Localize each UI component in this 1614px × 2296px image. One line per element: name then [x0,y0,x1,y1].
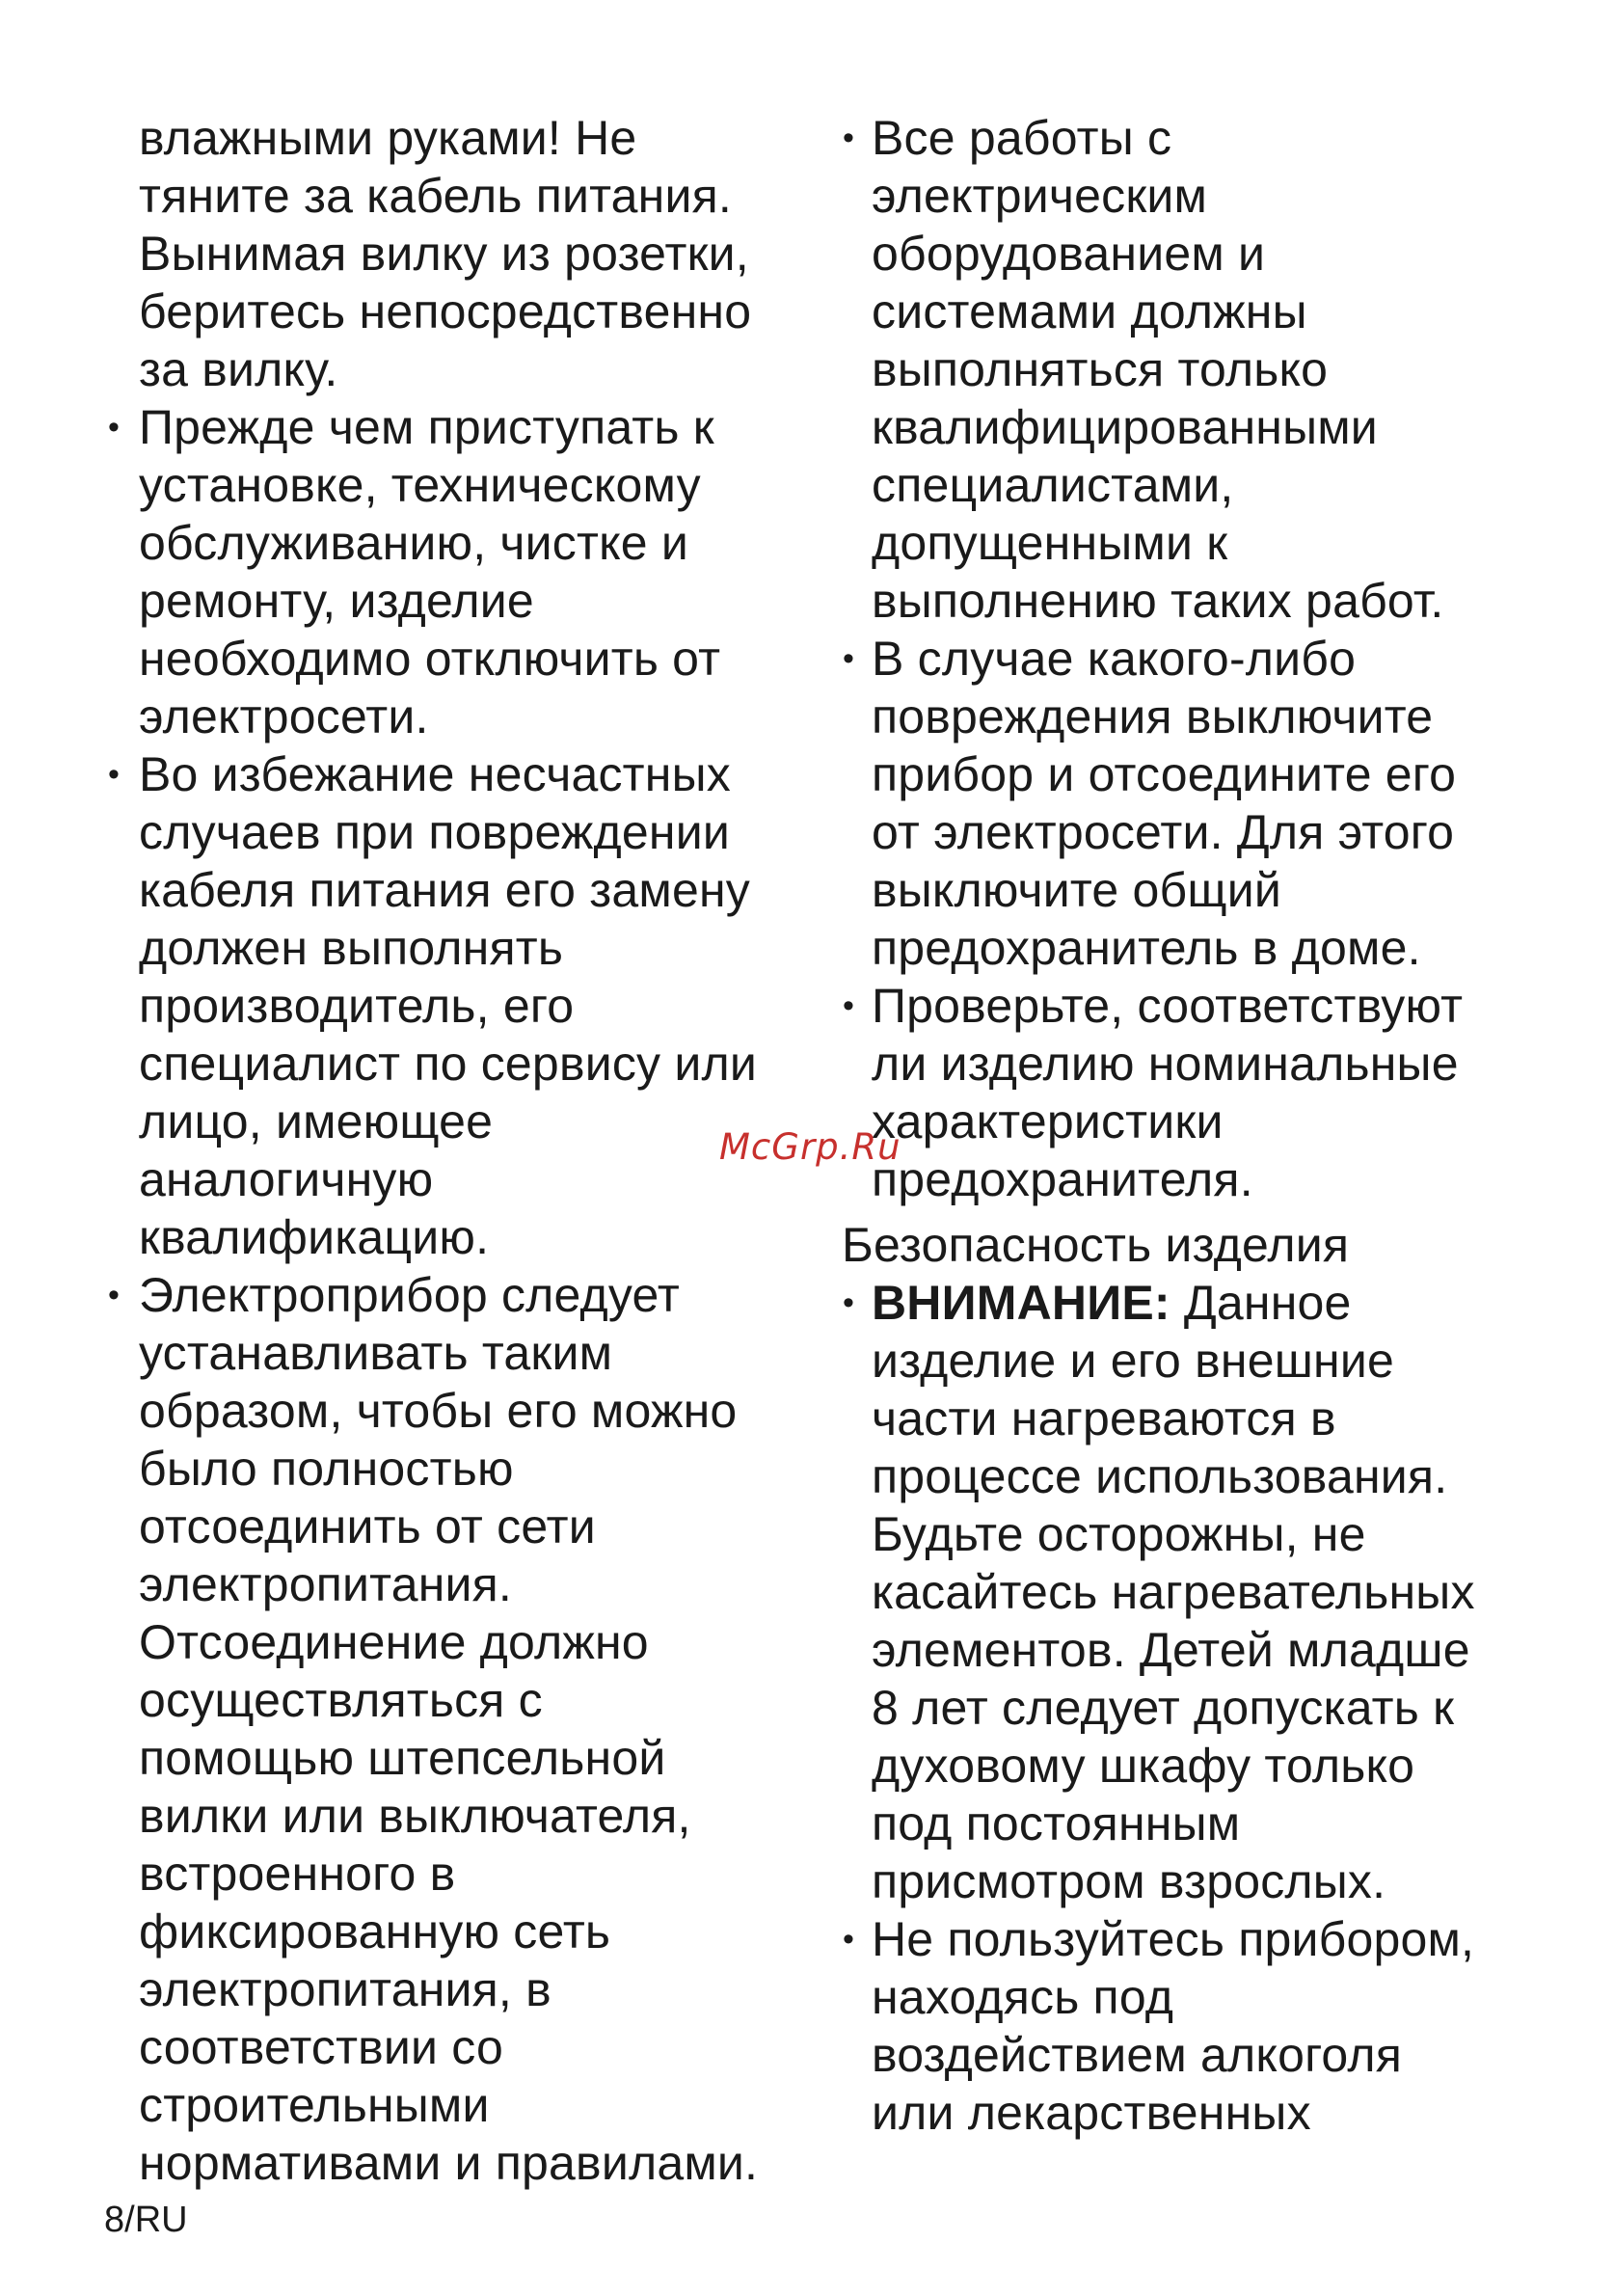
text-line: части нагреваются в [872,1391,1336,1445]
text-line: выполняться только [872,342,1329,396]
text-line: В случае какого-либо [872,632,1357,686]
text-line: за вилку. [139,342,338,396]
bullet-item-alcohol [842,1910,1527,2142]
bullet-item-fuse-check [842,977,1527,1208]
bullet-item-cable-replacement [107,745,804,1266]
bullet-item-warning-hot [842,1274,1527,1910]
text-line: оборудованием и [872,227,1266,281]
text-line: элементов. Детей младше [872,1623,1470,1677]
text-line: устанавливать таким [139,1326,613,1380]
warning-first-line: Данное [1170,1276,1352,1330]
text-line: обслуживанию, чистке и [139,516,688,570]
text-line: строительными [139,2078,490,2132]
warning-label: ВНИМАНИЕ: [872,1276,1170,1330]
bullet-icon: • [842,1284,855,1321]
text-line: нормативами и правилами. [139,2136,759,2190]
text-line: производитель, его [139,979,575,1033]
text-line: образом, чтобы его можно [139,1384,738,1438]
text-line: находясь под [872,1970,1174,2024]
text-line: электросети. [139,689,429,743]
text-line: выключите общий [872,863,1281,917]
bullet-item-installation [107,1266,804,2192]
text-line: специалист по сервису или [139,1037,757,1091]
text-line: Электроприбор следует [139,1268,680,1322]
text-line: случаев при повреждении [139,805,730,859]
watermark: McGrp.Ru [719,1126,901,1168]
text-line: процессе использования. [872,1449,1448,1503]
text-line: встроенного в [139,1847,456,1901]
left-column [107,109,804,2192]
text-line: беритесь непосредственно [139,284,752,338]
text-line: необходимо отключить от [139,632,721,686]
text-line: выполнению таких работ. [872,574,1444,628]
bullet-icon: • [107,756,121,793]
page-number: 8/RU [104,2200,188,2240]
text-line: вилки или выключателя, [139,1789,691,1843]
text-line: или лекарственных [872,2086,1311,2140]
bullet-item-disconnect [107,398,804,745]
text-line: Отсоединение должно [139,1615,649,1669]
text-line: квалифицированными [872,400,1378,454]
text-line: присмотром взрослых. [872,1854,1386,1908]
text-line: касайтесь нагревательных [872,1565,1475,1619]
text-line: под постоянным [872,1796,1241,1850]
text-line: должен выполнять [139,921,564,975]
section-heading: Безопасность изделия [842,1218,1350,1272]
text-line: предохранителя. [872,1152,1253,1206]
text-line: 8 лет следует допускать к [872,1681,1455,1735]
bullet-icon: • [842,987,855,1024]
text-line: духовому шкафу только [872,1739,1415,1793]
text-line: квалификацию. [139,1210,490,1264]
text-line: Будьте осторожны, не [872,1507,1366,1561]
text-line: электропитания, в [139,1962,551,2016]
text-line: повреждения выключите [872,689,1434,743]
text-line: отсоединить от сети [139,1499,596,1553]
text-line: кабеля питания его замену [139,863,750,917]
bullet-icon: • [842,120,855,156]
text-line [872,1274,1527,1332]
bullet-item-qualified-work [842,109,1527,630]
text-line: специалистами, [872,458,1234,512]
bullet-icon: • [107,1277,121,1313]
bullet-icon: • [842,640,855,677]
text-line: электропитания. [139,1557,513,1611]
bullet-icon: • [842,1921,855,1958]
text-line: характеристики [872,1094,1224,1148]
text-line: от электросети. Для этого [872,805,1455,859]
text-line: Во избежание несчастных [139,747,731,801]
text-line: Проверьте, соответствуют [872,979,1464,1033]
text-line: аналогичную [139,1152,434,1206]
right-column [842,109,1527,2142]
text-line: прибор и отсоедините его [872,747,1457,801]
text-line: ли изделию номинальные [872,1037,1459,1091]
text-line: Прежде чем приступать к [139,400,714,454]
text-line: фиксированную сеть [139,1904,611,1958]
text-line: было полностью [139,1442,514,1496]
text-line: системами должны [872,284,1307,338]
text-line: воздействием алкоголя [872,2028,1402,2082]
continuation-paragraph [139,109,804,398]
text-line: допущенными к [872,516,1228,570]
text-line: ремонту, изделие [139,574,534,628]
bullet-icon: • [107,409,121,446]
text-line: помощью штепсельной [139,1731,666,1785]
text-line: предохранитель в доме. [872,921,1421,975]
text-line: Не пользуйтесь прибором, [872,1912,1475,1966]
text-line: влажными руками! Не [139,111,637,165]
text-line: электрическим [872,169,1208,223]
text-line: изделие и его внешние [872,1334,1394,1388]
text-line: Вынимая вилку из розетки, [139,227,749,281]
text-line: Все работы с [872,111,1172,165]
text-line: тяните за кабель питания. [139,169,732,223]
text-line: лицо, имеющее [139,1094,494,1148]
text-line: соответствии со [139,2020,504,2074]
text-line: установке, техническому [139,458,701,512]
text-line: осуществляться с [139,1673,543,1727]
bullet-item-damage [842,630,1527,977]
